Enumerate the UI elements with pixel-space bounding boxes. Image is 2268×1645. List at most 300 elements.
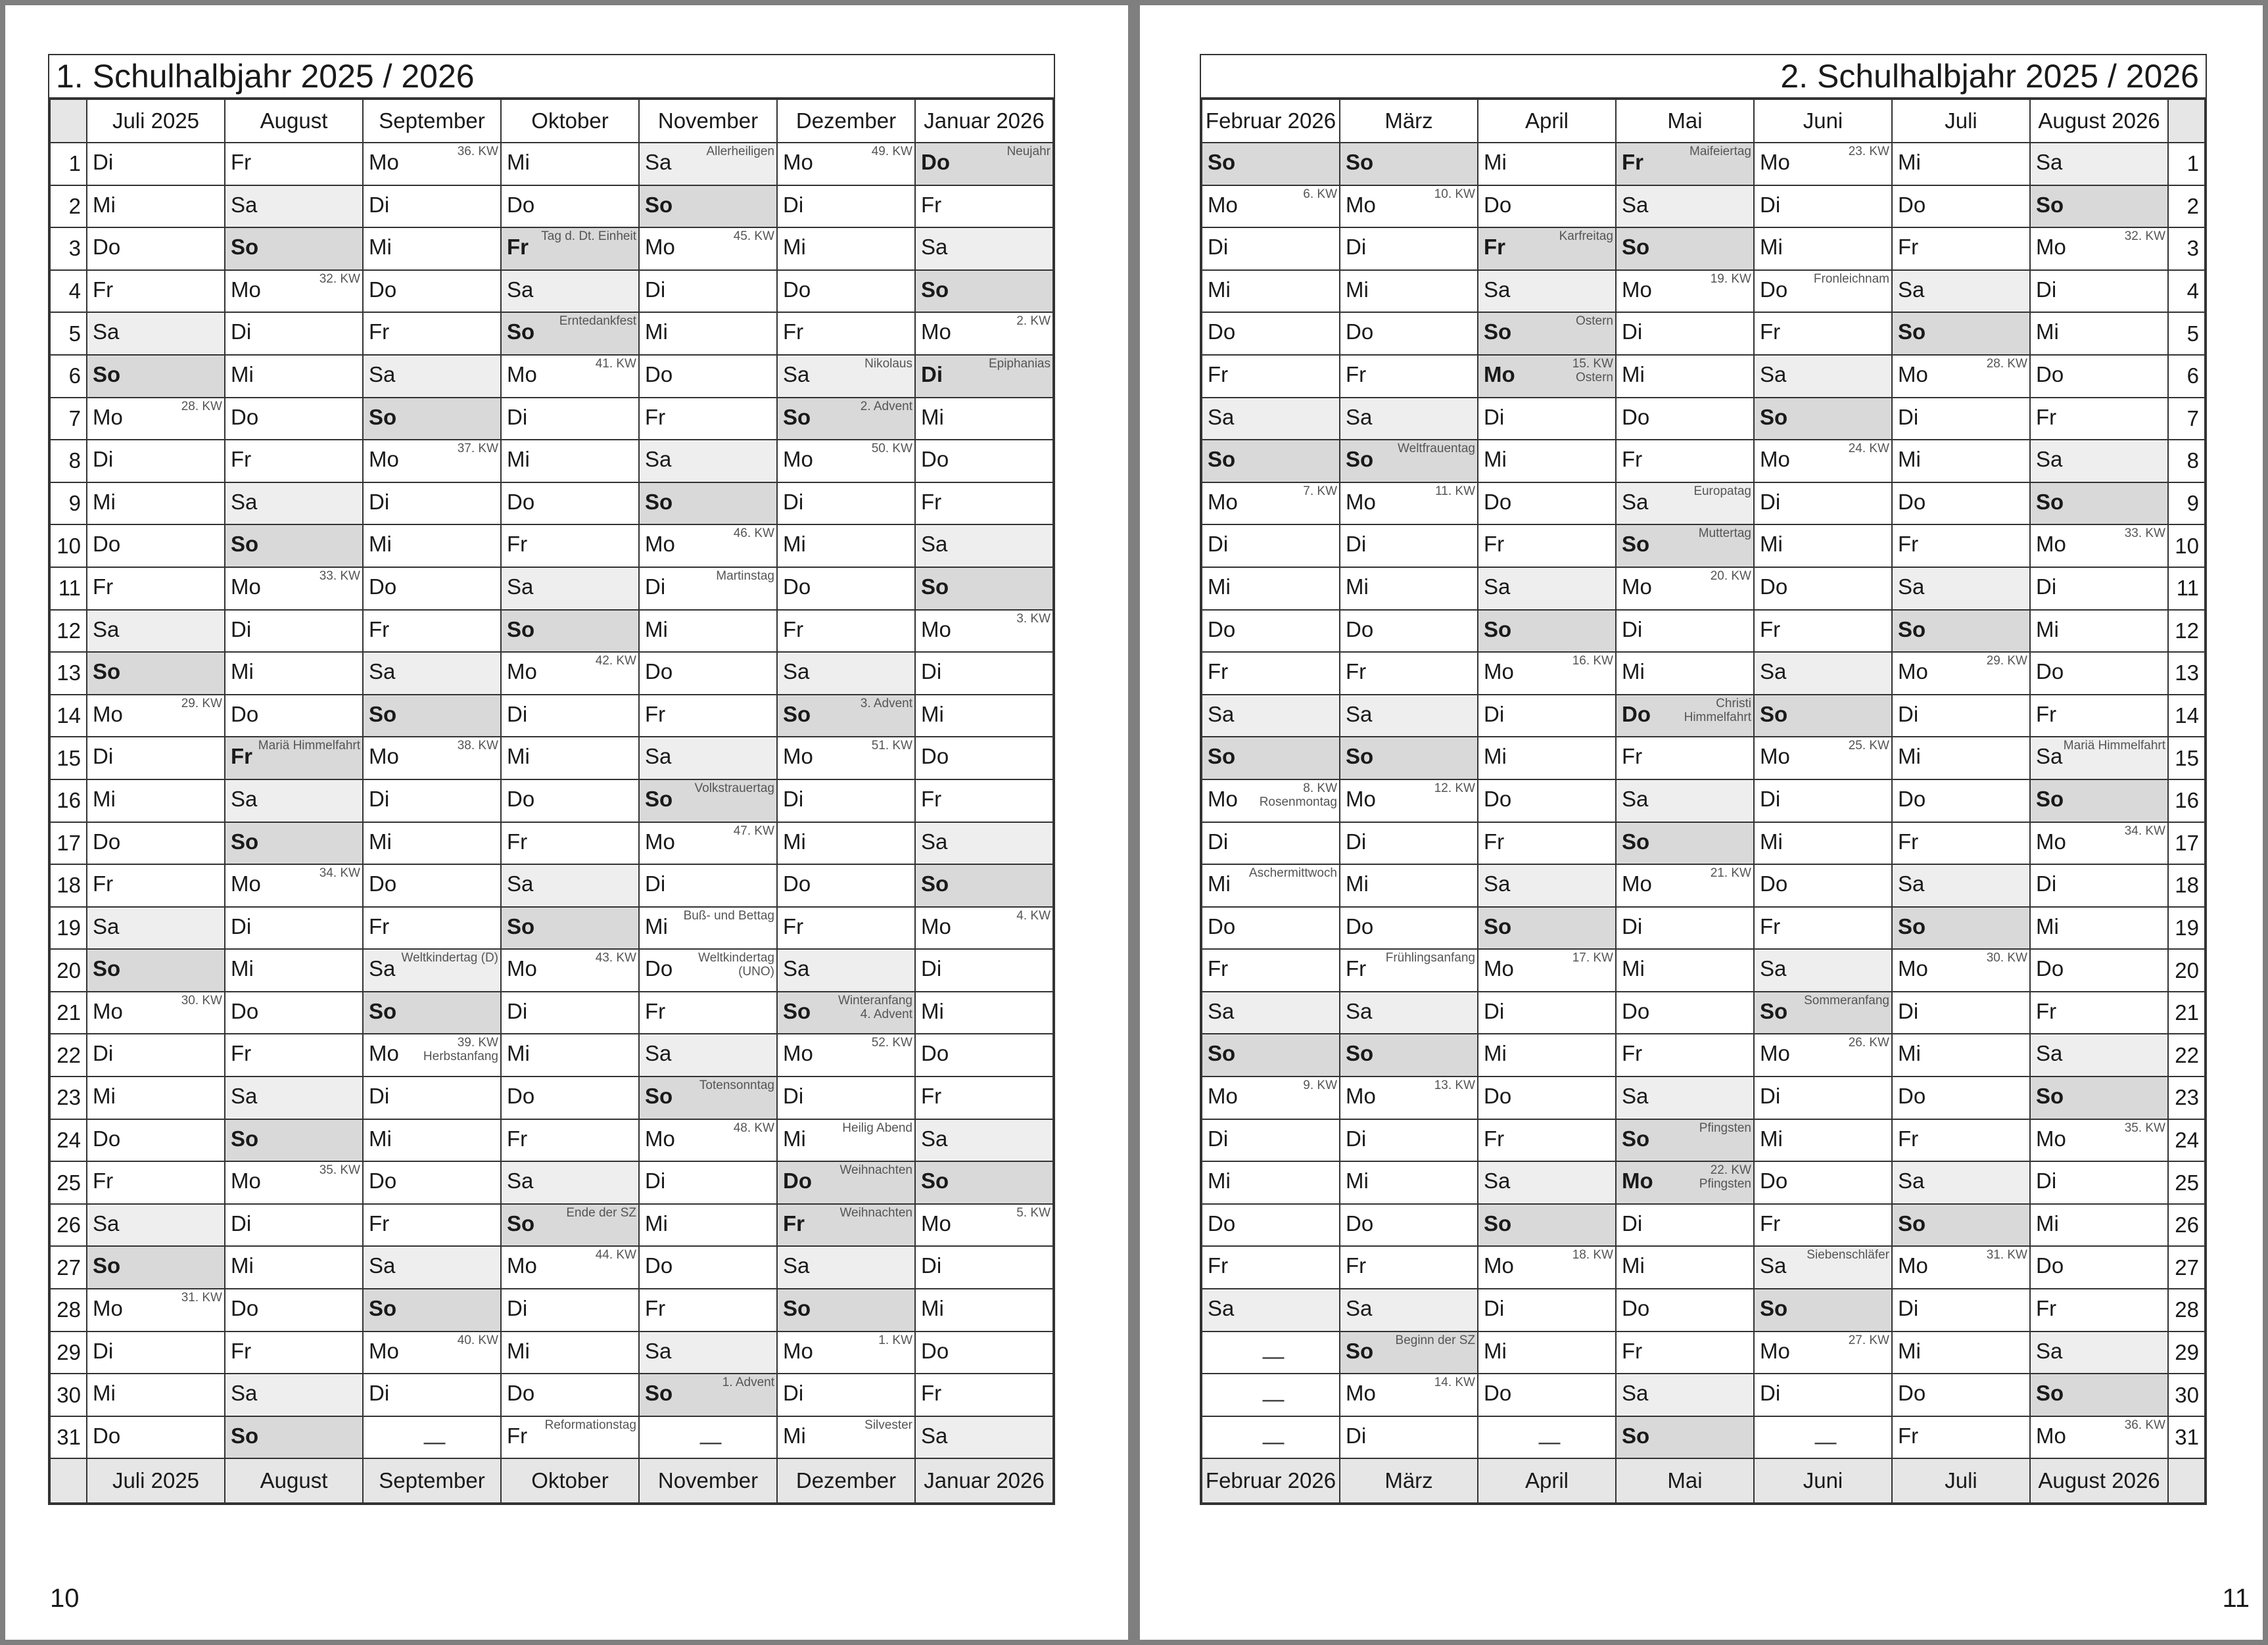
day-cell xyxy=(1202,1374,1340,1416)
day-cell xyxy=(1754,1332,1892,1374)
weekday-label: Mi xyxy=(2036,914,2059,938)
day-annotation: 2. KW xyxy=(1016,314,1051,329)
day-cell xyxy=(1616,822,1754,865)
day-cell xyxy=(777,1077,915,1119)
day-cell xyxy=(777,1416,915,1459)
weekday-label: Sa xyxy=(1898,1169,1925,1193)
day-cell xyxy=(1616,482,1754,525)
day-cell xyxy=(1892,1332,2030,1374)
day-annotation: Allerheiligen xyxy=(706,145,774,158)
weekday-label: Do xyxy=(93,1423,121,1448)
weekday-label: Di xyxy=(921,1253,942,1278)
day-cell xyxy=(777,524,915,567)
weekday-label: Fr xyxy=(1346,659,1367,684)
day-cell xyxy=(225,1332,363,1374)
day-number: 12 xyxy=(50,610,87,653)
weekday-label: So xyxy=(507,616,535,641)
weekday-label: Mi xyxy=(369,829,392,854)
day-cell xyxy=(1754,1246,1892,1289)
day-annotation: 42. KW xyxy=(595,654,636,668)
weekday-label: So xyxy=(1622,235,1650,260)
day-cell xyxy=(777,1119,915,1162)
day-number: 11 xyxy=(2168,567,2205,610)
weekday-label: So xyxy=(1898,1211,1926,1236)
day-annotation: 4. KW xyxy=(1016,908,1051,923)
weekday-label: Mo xyxy=(1484,659,1514,684)
day-cell xyxy=(1892,355,2030,398)
weekday-label: Mi xyxy=(921,998,944,1023)
day-cell xyxy=(1202,312,1340,355)
weekday-label: Fr xyxy=(1622,447,1643,472)
weekday-label: Mo xyxy=(783,1338,813,1363)
day-annotation: Volkstrauertag xyxy=(694,781,774,795)
weekday-label: Di xyxy=(369,1381,390,1406)
weekday-label: Di xyxy=(645,1169,666,1193)
weekday-label: Do xyxy=(1760,277,1788,302)
day-cell xyxy=(915,1119,1053,1162)
day-cell xyxy=(1892,864,2030,907)
day-cell xyxy=(1616,695,1754,737)
day-cell xyxy=(501,185,639,228)
weekday-label: Sa xyxy=(2036,447,2063,472)
day-cell xyxy=(501,143,639,185)
weekday-label: So xyxy=(369,1296,397,1321)
day-cell xyxy=(1478,737,1616,779)
day-number: 13 xyxy=(50,652,87,695)
weekday-label: Fr xyxy=(1622,150,1643,174)
weekday-label: Di xyxy=(507,1296,528,1321)
day-number: 2 xyxy=(50,185,87,228)
right-month-footer-0: Februar 2026 xyxy=(1202,1458,1340,1503)
weekday-label: Do xyxy=(507,1381,535,1406)
day-cell xyxy=(225,355,363,398)
weekday-label: So xyxy=(2036,1381,2064,1406)
day-row xyxy=(1202,1246,2205,1289)
day-cell xyxy=(225,312,363,355)
weekday-label: So xyxy=(645,786,673,811)
weekday-label: Do xyxy=(1898,489,1926,514)
day-row xyxy=(1202,1416,2205,1459)
day-cell xyxy=(363,355,501,398)
day-number: 17 xyxy=(50,822,87,865)
day-cell xyxy=(1478,610,1616,653)
weekday-label: Mi xyxy=(1484,447,1507,472)
day-annotation: Aschermittwoch xyxy=(1248,866,1337,881)
day-cell xyxy=(1478,695,1616,737)
left-month-footer-3: Oktober xyxy=(501,1458,639,1503)
weekday-label: Fr xyxy=(2036,404,2057,429)
day-number: 15 xyxy=(50,737,87,779)
day-annotation: 29. KW xyxy=(181,696,222,710)
weekday-label: Sa xyxy=(369,956,396,981)
day-cell xyxy=(1892,992,2030,1034)
day-cell xyxy=(363,143,501,185)
left-page xyxy=(5,5,1128,1640)
day-number: 16 xyxy=(2168,779,2205,822)
weekday-label: Fr xyxy=(921,489,942,514)
weekday-label: Do xyxy=(921,1338,949,1363)
day-cell xyxy=(1892,949,2030,992)
day-annotation: 37. KW xyxy=(457,442,498,456)
day-cell xyxy=(777,1374,915,1416)
day-annotation: Neujahr xyxy=(1006,145,1051,158)
weekday-label: Do xyxy=(507,786,535,811)
day-cell xyxy=(1478,1246,1616,1289)
day-cell xyxy=(1202,1119,1340,1162)
day-annotation: 27. KW xyxy=(1848,1333,1889,1347)
day-cell xyxy=(1478,949,1616,992)
day-row xyxy=(1202,143,2205,185)
day-cell xyxy=(915,1034,1053,1077)
weekday-label: So xyxy=(921,277,949,302)
weekday-label: Mi xyxy=(1208,277,1231,302)
day-number: 7 xyxy=(2168,398,2205,440)
day-cell xyxy=(639,907,777,950)
day-annotation: 33. KW xyxy=(319,568,360,583)
day-row xyxy=(50,143,1053,185)
day-cell xyxy=(501,992,639,1034)
left-calendar-table xyxy=(49,99,1054,1504)
weekday-label: Do xyxy=(1760,1169,1788,1193)
day-row xyxy=(50,1204,1053,1247)
day-number: 19 xyxy=(50,907,87,950)
weekday-label: So xyxy=(1484,914,1512,938)
day-cell xyxy=(1616,1289,1754,1332)
weekday-label: Do xyxy=(369,1169,397,1193)
day-cell xyxy=(87,227,225,270)
day-cell xyxy=(1202,1289,1340,1332)
day-row xyxy=(50,185,1053,228)
day-cell xyxy=(1892,907,2030,950)
day-row xyxy=(1202,270,2205,313)
day-annotation: 40. KW xyxy=(457,1333,498,1347)
day-number: 30 xyxy=(2168,1374,2205,1416)
weekday-label: So xyxy=(1760,998,1788,1023)
day-annotation: Karfreitag xyxy=(1559,229,1613,244)
day-row xyxy=(1202,1374,2205,1416)
day-cell xyxy=(87,1119,225,1162)
weekday-label: Do xyxy=(1484,786,1512,811)
day-annotation: 47. KW xyxy=(733,823,774,838)
weekday-label: Do xyxy=(93,235,121,260)
day-row xyxy=(1202,1332,2205,1374)
weekday-label: So xyxy=(1622,532,1650,557)
day-cell xyxy=(1892,440,2030,482)
day-row xyxy=(1202,524,2205,567)
day-cell xyxy=(915,737,1053,779)
weekday-label: Fr xyxy=(783,319,804,344)
weekday-label: Sa xyxy=(231,1084,258,1109)
day-row xyxy=(50,1034,1053,1077)
weekday-label: So xyxy=(921,1169,949,1193)
day-cell xyxy=(915,185,1053,228)
day-cell xyxy=(1478,1119,1616,1162)
day-cell xyxy=(2030,695,2168,737)
weekday-label: Sa xyxy=(1898,277,1925,302)
weekday-label: Mi xyxy=(783,1423,806,1448)
day-cell xyxy=(915,1332,1053,1374)
day-cell xyxy=(1202,355,1340,398)
weekday-label: Mi xyxy=(645,616,668,641)
day-cell xyxy=(1202,822,1340,865)
day-cell xyxy=(915,610,1053,653)
weekday-label: Do xyxy=(93,532,121,557)
right-corner-ftr xyxy=(2168,1458,2205,1503)
day-cell xyxy=(1478,864,1616,907)
day-cell xyxy=(639,949,777,992)
weekday-label: So xyxy=(369,701,397,726)
weekday-label: Sa xyxy=(783,659,810,684)
weekday-label: Mo xyxy=(1898,659,1928,684)
weekday-label: Mi xyxy=(1484,150,1507,174)
day-cell xyxy=(777,355,915,398)
no-day-dash: — xyxy=(699,1429,722,1454)
no-day-dash: — xyxy=(1262,1387,1285,1412)
no-day-dash: — xyxy=(1262,1344,1285,1369)
weekday-label: Di xyxy=(369,489,390,514)
day-row xyxy=(1202,864,2205,907)
day-cell xyxy=(225,1246,363,1289)
weekday-label: Do xyxy=(1484,192,1512,217)
weekday-label: Di xyxy=(1208,829,1229,854)
day-cell xyxy=(2030,907,2168,950)
day-cell xyxy=(87,1246,225,1289)
day-cell xyxy=(2030,992,2168,1034)
weekday-label: Fr xyxy=(507,235,529,260)
day-row xyxy=(1202,355,2205,398)
weekday-label: Fr xyxy=(231,1338,252,1363)
day-number: 3 xyxy=(50,227,87,270)
weekday-label: Sa xyxy=(369,361,396,386)
day-annotation: Maifeiertag xyxy=(1689,145,1751,158)
weekday-label: Sa xyxy=(1484,871,1511,896)
day-cell xyxy=(1340,567,1478,610)
day-annotation: 33. KW xyxy=(2124,526,2165,541)
day-cell xyxy=(363,1289,501,1332)
day-cell xyxy=(1202,737,1340,779)
weekday-label: Mi xyxy=(1760,1126,1783,1151)
day-cell xyxy=(1616,1332,1754,1374)
day-cell xyxy=(1340,610,1478,653)
day-cell xyxy=(225,610,363,653)
day-cell xyxy=(639,355,777,398)
day-row xyxy=(1202,1289,2205,1332)
weekday-label: Sa xyxy=(231,1381,258,1406)
day-cell xyxy=(1202,992,1340,1034)
day-cell xyxy=(915,270,1053,313)
day-cell xyxy=(1754,1119,1892,1162)
day-row xyxy=(50,398,1053,440)
right-title: 2. Schulhalbjahr 2025 / 2026 xyxy=(1201,55,2206,99)
weekday-label: Sa xyxy=(1484,574,1511,599)
weekday-label: Mo xyxy=(783,447,813,472)
weekday-label: Fr xyxy=(93,871,114,896)
day-row xyxy=(1202,907,2205,950)
day-annotation: Sommeranfang xyxy=(1804,993,1889,1008)
day-cell xyxy=(639,227,777,270)
day-cell xyxy=(225,992,363,1034)
weekday-label: So xyxy=(645,1381,673,1406)
weekday-label: Sa xyxy=(93,914,120,938)
day-cell xyxy=(915,652,1053,695)
weekday-label: Mi xyxy=(93,1381,116,1406)
weekday-label: Fr xyxy=(921,1381,942,1406)
day-cell xyxy=(501,1246,639,1289)
day-cell xyxy=(1892,185,2030,228)
weekday-label: Sa xyxy=(921,1423,948,1448)
day-cell xyxy=(2030,567,2168,610)
day-cell xyxy=(2030,355,2168,398)
weekday-label: Mo xyxy=(1760,447,1790,472)
day-cell xyxy=(639,1077,777,1119)
weekday-label: Mo xyxy=(783,744,813,769)
day-cell xyxy=(1616,737,1754,779)
weekday-label: Di xyxy=(93,1041,114,1066)
day-cell xyxy=(777,864,915,907)
weekday-label: Do xyxy=(921,150,950,174)
weekday-label: Mo xyxy=(645,235,675,260)
day-number: 7 xyxy=(50,398,87,440)
weekday-label: Di xyxy=(1760,192,1781,217)
day-number: 27 xyxy=(50,1246,87,1289)
weekday-label: Di xyxy=(645,871,666,896)
day-number: 26 xyxy=(2168,1204,2205,1247)
right-month-header-5: Juli xyxy=(1892,99,2030,143)
weekday-label: Fr xyxy=(1622,744,1643,769)
day-number: 21 xyxy=(2168,992,2205,1034)
day-cell xyxy=(87,482,225,525)
day-number: 31 xyxy=(2168,1416,2205,1459)
day-cell xyxy=(1616,779,1754,822)
day-cell xyxy=(501,779,639,822)
weekday-label: Fr xyxy=(921,786,942,811)
day-cell xyxy=(639,185,777,228)
day-cell xyxy=(363,992,501,1034)
day-annotation: 48. KW xyxy=(733,1121,774,1135)
weekday-label: Mi xyxy=(1760,532,1783,557)
weekday-label: Mi xyxy=(921,701,944,726)
day-cell xyxy=(1202,185,1340,228)
left-month-footer-1: August xyxy=(225,1458,363,1503)
weekday-label: Sa xyxy=(1484,277,1511,302)
day-number: 24 xyxy=(2168,1119,2205,1162)
day-cell xyxy=(1754,652,1892,695)
day-cell xyxy=(2030,398,2168,440)
day-row xyxy=(1202,227,2205,270)
weekday-label: Do xyxy=(783,1169,812,1193)
weekday-label: Mo xyxy=(369,1041,399,1066)
weekday-label: So xyxy=(1346,447,1374,472)
left-month-header-5: Dezember xyxy=(777,99,915,143)
day-cell xyxy=(1478,355,1616,398)
weekday-label: Fr xyxy=(1208,956,1229,981)
day-cell xyxy=(1754,185,1892,228)
day-cell xyxy=(915,907,1053,950)
day-cell xyxy=(1478,482,1616,525)
day-row xyxy=(50,440,1053,482)
day-cell xyxy=(363,1374,501,1416)
weekday-label: Do xyxy=(783,574,811,599)
day-annotation: 30. KW xyxy=(181,993,222,1008)
day-annotation: 18. KW xyxy=(1572,1248,1613,1263)
day-cell xyxy=(1340,440,1478,482)
day-cell xyxy=(1616,992,1754,1034)
day-cell xyxy=(363,1161,501,1204)
weekday-label: Do xyxy=(507,489,535,514)
weekday-label: Mo xyxy=(1484,361,1515,386)
day-cell xyxy=(1478,1204,1616,1247)
day-cell xyxy=(501,398,639,440)
day-number: 8 xyxy=(50,440,87,482)
day-cell xyxy=(87,440,225,482)
weekday-label: Di xyxy=(645,277,666,302)
weekday-label: Do xyxy=(2036,1253,2064,1278)
weekday-label: So xyxy=(2036,786,2064,811)
weekday-label: Do xyxy=(1208,616,1236,641)
day-number: 31 xyxy=(50,1416,87,1459)
weekday-label: Sa xyxy=(507,871,534,896)
day-cell xyxy=(777,779,915,822)
day-cell xyxy=(363,1332,501,1374)
day-annotation: Frühlingsanfang xyxy=(1385,951,1475,965)
day-number: 22 xyxy=(50,1034,87,1077)
day-cell xyxy=(1754,270,1892,313)
day-cell xyxy=(639,482,777,525)
weekday-label: Mo xyxy=(1622,277,1652,302)
weekday-label: Mo xyxy=(1622,574,1652,599)
day-row xyxy=(1202,1034,2205,1077)
weekday-label: Do xyxy=(1484,1084,1512,1109)
weekday-label: Di xyxy=(783,1084,804,1109)
weekday-label: Fr xyxy=(507,1423,528,1448)
weekday-label: Mi xyxy=(93,489,116,514)
day-cell xyxy=(87,1077,225,1119)
day-cell xyxy=(225,652,363,695)
day-cell xyxy=(1202,779,1340,822)
day-cell xyxy=(1616,1034,1754,1077)
day-cell xyxy=(1754,907,1892,950)
weekday-label: So xyxy=(1760,1296,1788,1321)
right-month-footer-6: August 2026 xyxy=(2030,1458,2168,1503)
weekday-label: Mo xyxy=(1208,786,1238,811)
weekday-label: Mo xyxy=(645,532,675,557)
day-cell xyxy=(1340,398,1478,440)
weekday-label: Mi xyxy=(507,150,530,174)
weekday-label: Do xyxy=(1208,319,1236,344)
day-cell xyxy=(87,907,225,950)
day-cell xyxy=(1616,610,1754,653)
day-row xyxy=(50,822,1053,865)
weekday-label: Do xyxy=(2036,659,2064,684)
day-cell xyxy=(777,312,915,355)
weekday-label: Do xyxy=(231,701,259,726)
day-cell xyxy=(2030,652,2168,695)
weekday-label: Di xyxy=(1208,532,1229,557)
weekday-label: Fr xyxy=(645,404,666,429)
day-annotation: 1. KW xyxy=(878,1333,912,1347)
weekday-label: Fr xyxy=(231,447,252,472)
day-number: 6 xyxy=(2168,355,2205,398)
weekday-label: Di xyxy=(369,1084,390,1109)
weekday-label: Di xyxy=(2036,871,2057,896)
day-row xyxy=(50,1332,1053,1374)
day-cell xyxy=(1616,312,1754,355)
day-annotation: Christi Himmelfahrt xyxy=(1684,696,1751,724)
weekday-label: Do xyxy=(1484,489,1512,514)
day-cell xyxy=(2030,143,2168,185)
day-cell xyxy=(639,992,777,1034)
weekday-label: So xyxy=(507,1211,535,1236)
